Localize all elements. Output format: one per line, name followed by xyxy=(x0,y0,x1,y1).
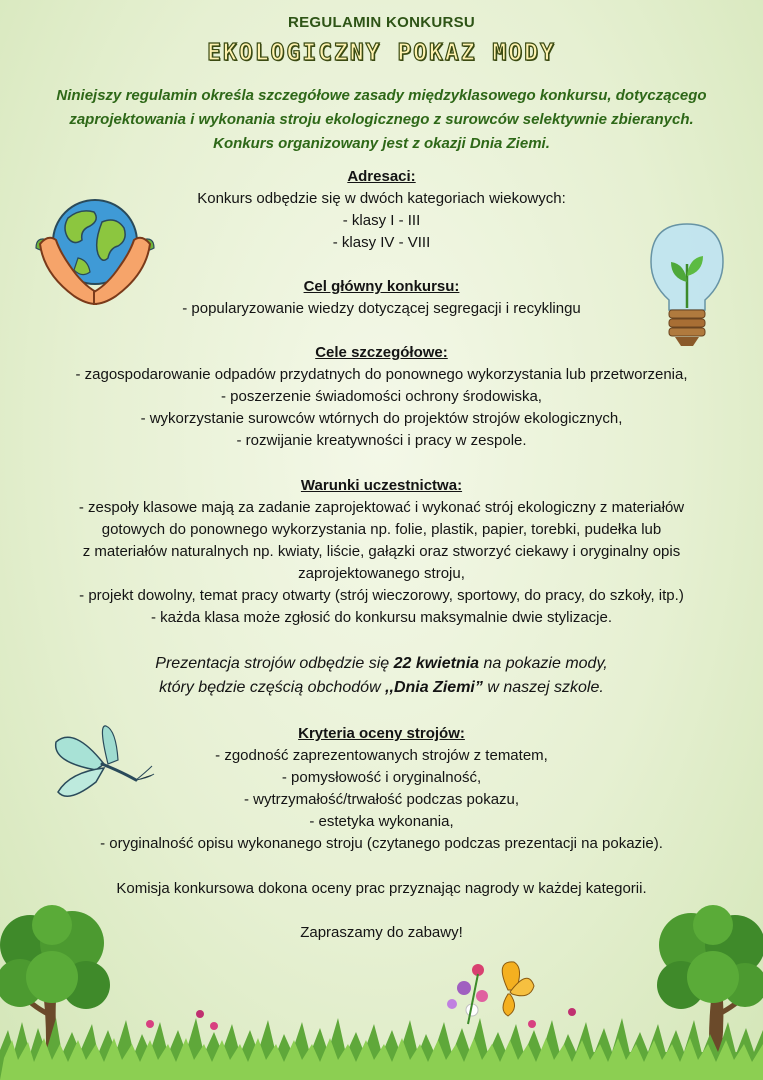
text-line: Konkurs odbędzie się w dwóch kategoriach wiekowych: xyxy=(197,190,566,207)
event-highlight: ,,Dnia Ziemi” xyxy=(385,679,483,696)
section-cele-szczegolowe xyxy=(0,342,763,452)
text-line: - estetyka wykonania, xyxy=(309,813,454,830)
text-line: - zgodność zaprezentowanych strojów z tematem, xyxy=(215,747,548,764)
intro-line: zaprojektowania i wykonania stroju ekologicznego z surowców selektywnie zbieranych. xyxy=(69,111,694,128)
grass-icon xyxy=(0,1000,763,1080)
section-heading: Warunki uczestnictwa: xyxy=(300,477,463,494)
section-heading: Kryteria oceny strojów: xyxy=(298,725,465,742)
text-line: - poszerzenie świadomości ochrony środowiska, xyxy=(221,388,542,405)
prezentacja-line xyxy=(0,652,763,676)
intro-line: Niniejszy regulamin określa szczegółowe zasady międzyklasowego konkursu, dotyczącego xyxy=(56,87,707,104)
text-line: - zagospodarowanie odpadów przydatnych do ponownego wykorzystania lub przetworzenia, xyxy=(75,366,688,383)
globe-in-hands-icon xyxy=(30,192,160,314)
text-line: - oryginalność opisu wykonanego stroju (czytanego podczas prezentacji na pokazie). xyxy=(100,835,663,852)
text-line: - rozwijanie kreatywności i pracy w zespole. xyxy=(236,432,527,449)
intro-line: Konkurs organizowany jest z okazji Dnia Ziemi. xyxy=(213,135,550,152)
text-part: Prezentacja strojów odbędzie się xyxy=(155,655,394,672)
eco-lightbulb-icon xyxy=(645,220,729,350)
section-prezentacja xyxy=(0,652,763,700)
text-line: - projekt dowolny, temat pracy otwarty (strój wieczorowy, sportowy, do pracy, do szkoły, itp.) xyxy=(79,587,684,604)
section-heading: Cele szczegółowe: xyxy=(315,344,448,361)
text-line: z materiałów naturalnych np. kwiaty, liście, gałązki oraz stworzyć ciekawy i oryginalny opis xyxy=(82,543,681,560)
intro-paragraph xyxy=(20,84,743,156)
text-line: - pomysłowość i oryginalność, xyxy=(281,769,482,786)
text-line: - wytrzymałość/trwałość podczas pokazu, xyxy=(243,791,520,808)
poster-title: EKOLOGICZNY POKAZ MODY xyxy=(207,40,556,66)
section-warunki xyxy=(0,475,763,629)
text-part: w naszej szkole. xyxy=(482,679,604,696)
text-line: zaprojektowanego stroju, xyxy=(298,565,465,582)
text-line: gotowych do ponownego wykorzystania np. folie, plastik, papier, torebki, pudełka lub xyxy=(101,521,662,538)
text-line: - zespoły klasowe mają za zadanie zaprojektować i wykonać strój ekologiczny z materiałów xyxy=(78,499,685,516)
text-line: - popularyzowanie wiedzy dotyczącej segregacji i recyklingu xyxy=(182,300,581,317)
section-heading: Cel główny konkursu: xyxy=(303,278,460,295)
text-line: - klasy IV - VIII xyxy=(332,234,431,251)
prezentacja-line xyxy=(0,676,763,700)
section-heading: Adresaci: xyxy=(347,168,416,185)
text-line: - wykorzystanie surowców wtórnych do projektów strojów ekologicznych, xyxy=(140,410,623,427)
text-line: - klasy I - III xyxy=(342,212,421,229)
komisja-text: Komisja konkursowa dokona oceny prac przyznając nagrody w każdej kategorii. xyxy=(116,880,647,897)
text-line: - każda klasa może zgłosić do konkursu maksymalnie dwie stylizacje. xyxy=(150,609,612,626)
date-highlight: 22 kwietnia xyxy=(393,655,480,672)
invitation-text: Zapraszamy do zabawy! xyxy=(300,924,463,941)
text-part: na pokazie mody, xyxy=(479,655,608,672)
text-part: który będzie częścią obchodów xyxy=(159,679,386,696)
butterfly-icon xyxy=(52,724,156,806)
poster-subtitle: REGULAMIN KONKURSU xyxy=(287,14,476,31)
